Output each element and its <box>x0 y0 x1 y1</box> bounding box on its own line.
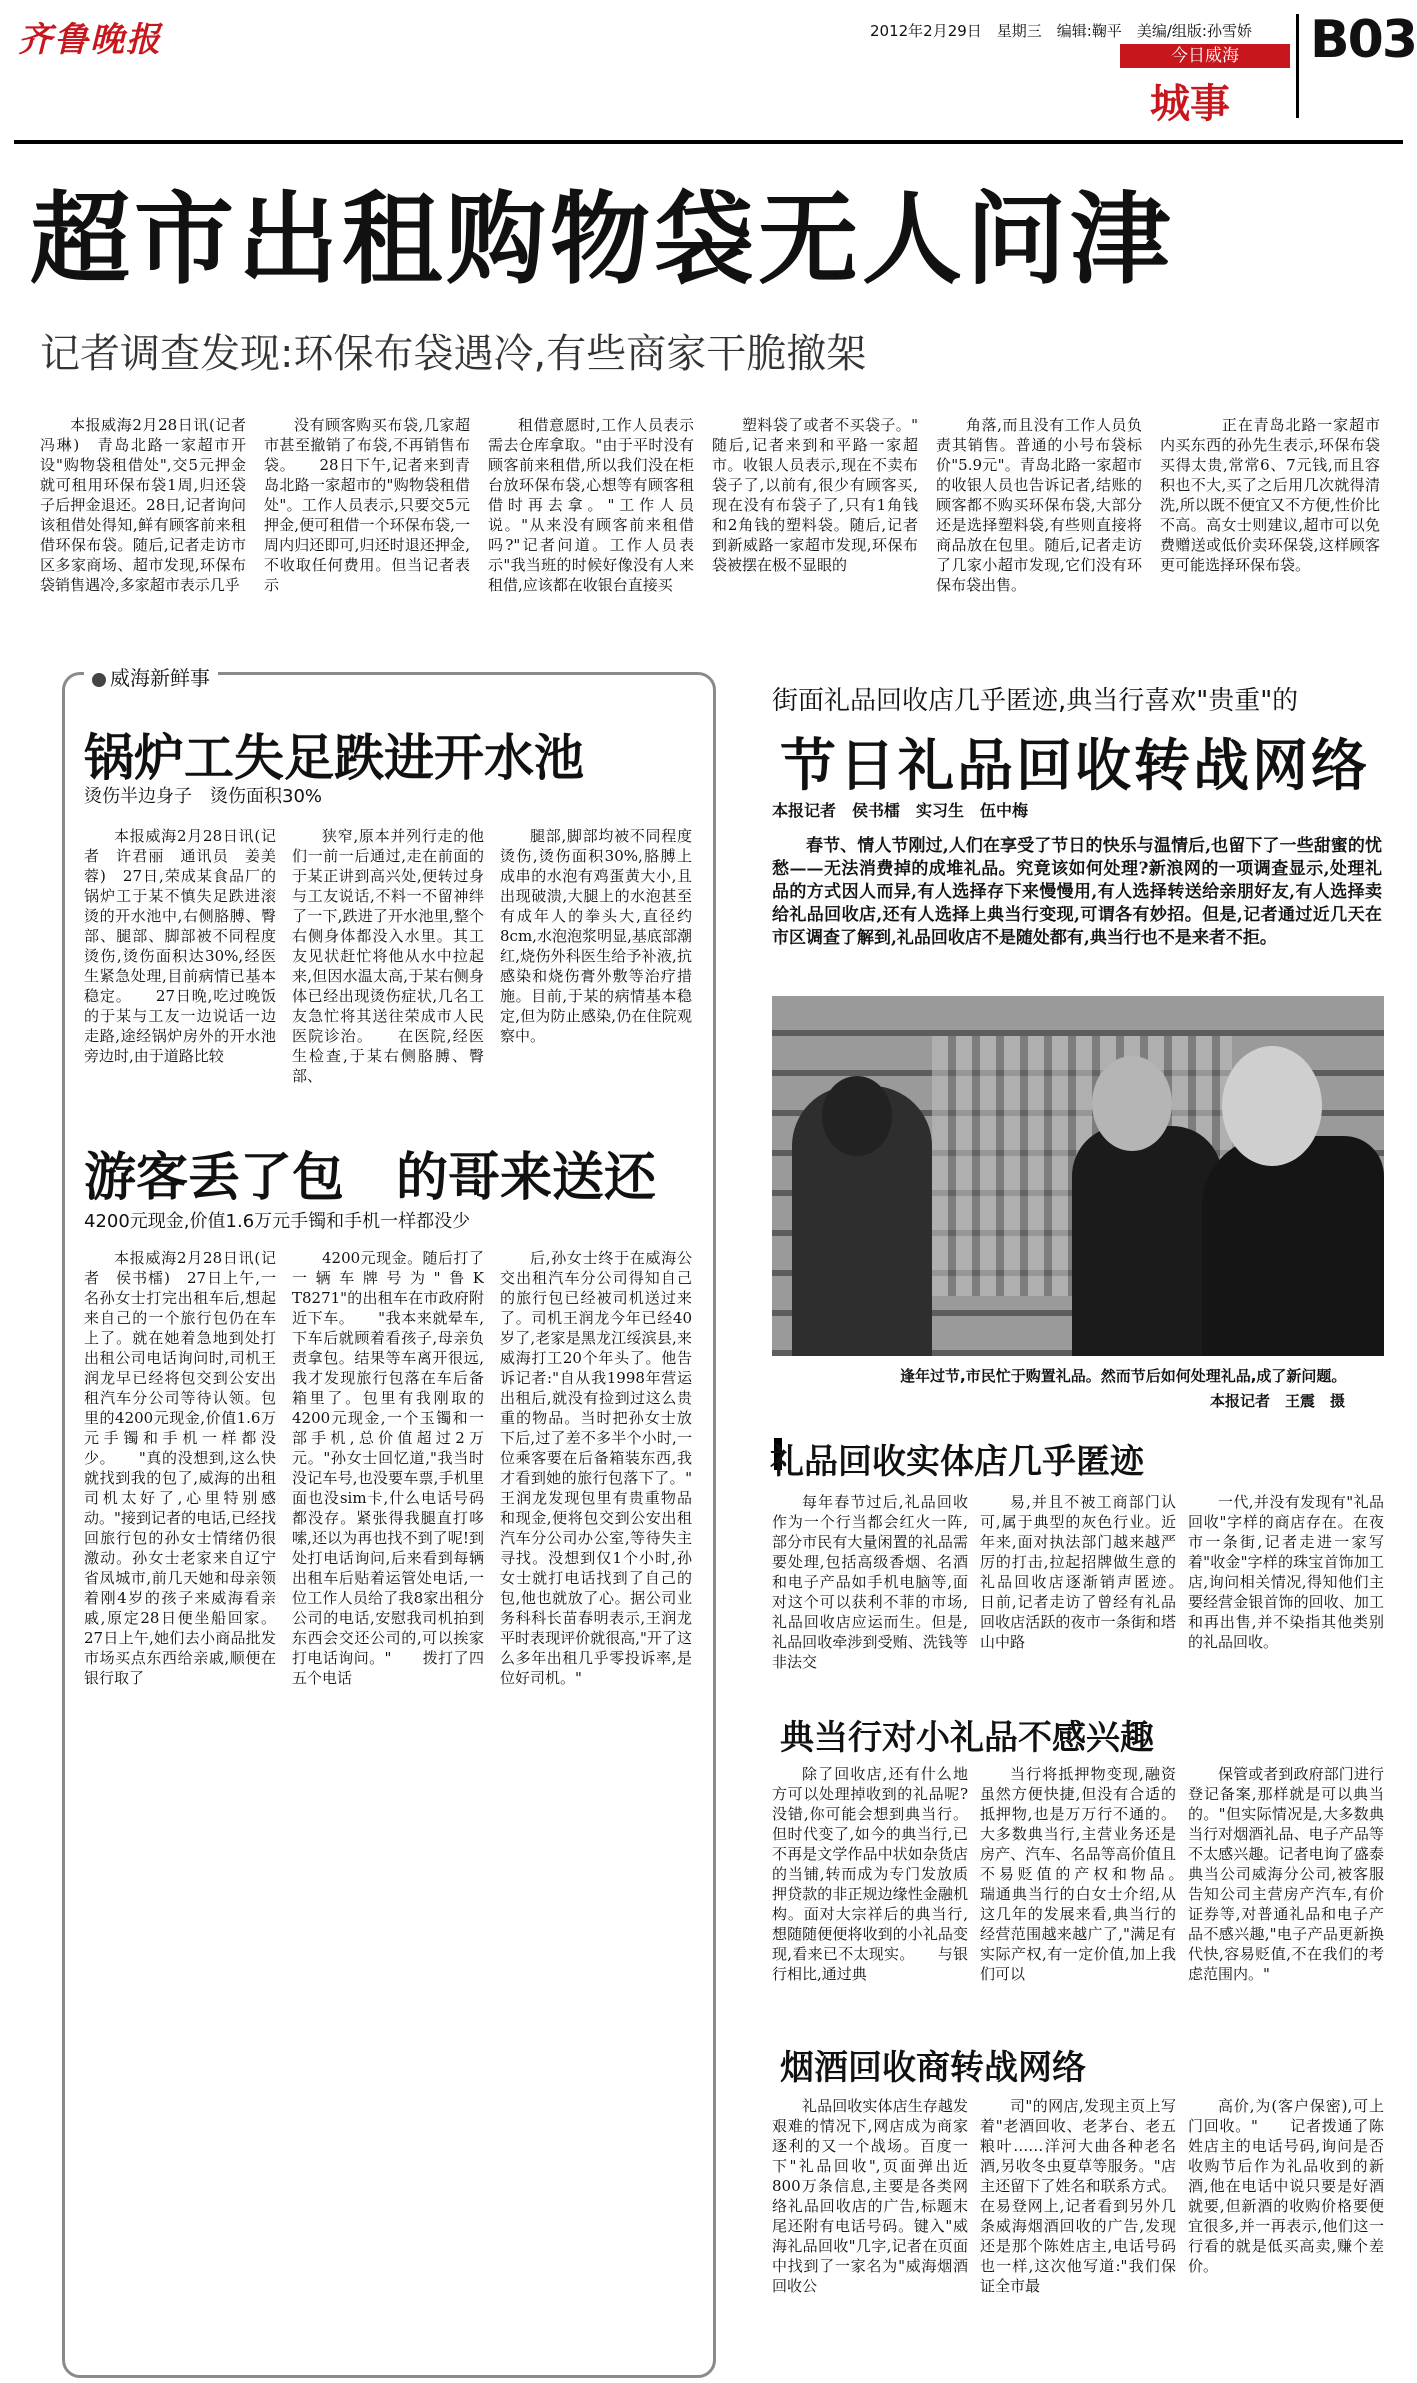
sub2-headline: 典当行对小礼品不感兴趣 <box>780 1718 1154 1758</box>
page-number: B03 <box>1310 10 1416 70</box>
lead-headline: 超市出租购物袋无人问津 <box>30 181 1174 298</box>
sub1-headline: 礼品回收实体店几乎匿迹 <box>770 1442 1144 1482</box>
story1-column-2: 狭窄,原本并列行走的他们一前一后通过,走在前面的于某正讲到高兴处,便转过身与工友说话,不料一不留神绊了一下,跌进了开水池里,整个右侧身体都没入水里。其工友见状赶忙将他从水中拉起来,但因水温太高,于某右侧身体已经出现烫伤症状,几名工友急忙将其送往荣成市人民医院诊治。 在医院,经医生检查,于某右侧胳膊、臀部、 <box>292 827 484 1085</box>
lead-column-4: 塑料袋了或者不买袋子。" 随后,记者来到和平路一家超市。收银人员表示,现在不卖布袋子了,以前有,很少有顾客买,现在没有布袋子了,只有1角钱和2角钱的塑料袋。随后,记者到新威路一家超市发现,环保布袋被摆在极不显眼的 <box>712 416 918 574</box>
sub2-column-2: 当行将抵押物变现,融资虽然方便快捷,但没有合适的抵押物,也是万万行不通的。大多数典当行,主营业务还是房产、汽车、名品等高价值且不易贬值的产权和物品。 瑞通典当行的白女士介绍,从这几年的发展来看,典当行的经营范围越来越广了,"满足有实际产权,有一定价值,加上我们可以 <box>980 1765 1176 1983</box>
photo-credit: 本报记者 王震 摄 <box>1210 1392 1346 1410</box>
news-box-label-text: 威海新鲜事 <box>110 666 210 690</box>
header-rule <box>14 140 1403 144</box>
photo-caption: 逢年过节,市民忙于购置礼品。然而节后如何处理礼品,成了新问题。 <box>900 1367 1347 1385</box>
section-tag: 今日威海 <box>1120 44 1290 68</box>
photo-person-center-head <box>1092 1056 1172 1151</box>
right-byline: 本报记者 侯书檑 实习生 伍中梅 <box>772 801 1029 820</box>
masthead: 齐鲁晚报 <box>18 20 162 60</box>
sub3-column-2: 司"的网店,发现主页上写着"老酒回收、老茅台、老五粮叶……洋河大曲各种老名酒,另收冬虫夏草等服务。"店主还留下了姓名和联系方式。在易登网上,记者看到另外几条威海烟酒回收的广告,发现还是那个陈姓店主,电话号码也一样,这次他写道:"我们保证全市最 <box>980 2097 1176 2295</box>
news-photo <box>772 996 1384 1356</box>
right-kicker: 街面礼品回收店几乎匿迹,典当行喜欢"贵重"的 <box>772 686 1299 716</box>
lead-column-6: 正在青岛北路一家超市内买东西的孙先生表示,环保布袋买得太贵,常常6、7元钱,而且容积也不大,买了之后用几次就得清洗,所以既不便宜又不方便,性价比不高。高女士则建议,超市可以免费赠送或低价卖环保袋,这样顾客更可能选择环保布袋。 <box>1160 416 1380 574</box>
sub1-column-2: 易,并且不被工商部门认可,属于典型的灰色行业。近年来,面对执法部门越来越严厉的打击,拉起招牌做生意的礼品回收店逐渐销声匿迹。 日前,记者走访了曾经有礼品回收店活跃的夜市一条街和塔山中路 <box>980 1493 1176 1651</box>
right-intro: 春节、情人节刚过,人们在享受了节日的快乐与温情后,也留下了一些甜蜜的忧愁——无法消费掉的成堆礼品。究竟该如何处理?新浪网的一项调查显示,处理礼品的方式因人而异,有人选择存下来慢慢用,有人选择转送给亲朋好友,有人选择卖给礼品回收店,还有人选择上典当行变现,可谓各有妙招。但是,记者通过近几天在市区调查了解到,礼品回收店不是随处都有,典当行也不是来者不拒。 <box>772 836 1382 948</box>
right-headline: 节日礼品回收转战网络 <box>780 734 1370 799</box>
sub3-column-1: 礼品回收实体店生存越发艰难的情况下,网店成为商家逐利的又一个战场。百度一下"礼品回收",页面弹出近800万条信息,主要是各类网络礼品回收店的广告,标题末尾还附有电话号码。键入"威海礼品回收"几字,记者在页面中找到了一家名为"威海烟酒回收公 <box>772 2097 968 2295</box>
story1-column-3: 腿部,脚部均被不同程度烫伤,烫伤面积30%,胳膊上成串的水泡有鸡蛋黄大小,且出现破溃,大腿上的水泡甚至有成年人的拳头大,直径约8cm,水泡泡浆明显,基底部潮红,烧伤外科医生给予补液,抗感染和烧伤膏外敷等治疗措施。目前,于某的病情基本稳定,但为防止感染,仍在住院观察中。 <box>500 827 692 1045</box>
photo-person-left-head <box>822 1076 892 1156</box>
sub3-headline: 烟酒回收商转战网络 <box>780 2048 1086 2088</box>
photo-person-right <box>1202 1136 1384 1356</box>
lead-column-5: 角落,而且没有工作人员负责其销售。普通的小号布袋标价"5.9元"。青岛北路一家超市的收银人员也告诉记者,结账的顾客都不购买环保布袋,大部分还是选择塑料袋,有些则直接将商品放在包里。随后,记者走访了几家小超市发现,它们没有环保布袋出售。 <box>936 416 1142 594</box>
sub1-column-3: 一代,并没有发现有"礼品回收"字样的商店存在。在夜市一条街,记者走进一家写着"收金"字样的珠宝首饰加工店,询问相关情况,得知他们主要经营金银首饰的回收、加工和再出售,并不染指其他类别的礼品回收。 <box>1188 1493 1384 1651</box>
sub2-column-3: 保管或者到政府部门进行登记备案,那样就是可以典当的。"但实际情况是,大多数典当行对烟酒礼品、电子产品等不太感兴趣。记者电询了盛泰典当公司威海分公司,被客服告知公司主营房产汽车,有价证券等,对普通礼品和电子产品不感兴趣,"电子产品更新换代快,容易贬值,不在我们的考虑范围内。" <box>1188 1765 1384 1983</box>
story1-headline: 锅炉工失足跌进开水池 <box>84 729 584 787</box>
sub3-column-3: 高价,为(客户保密),可上门回收。" 记者拨通了陈姓店主的电话号码,询问是否收购节后作为礼品收到的新酒,他在电话中说只要是好酒就要,但新酒的收购价格要便宜很多,并一再表示,他们这一行看的就是低买高卖,赚个差价。 <box>1188 2097 1384 2275</box>
story2-subhead: 4200元现金,价值1.6万元手镯和手机一样都没少 <box>84 1211 471 1232</box>
lead-subhead: 记者调查发现:环保布袋遇冷,有些商家干脆撤架 <box>40 331 867 377</box>
story1-subhead: 烫伤半边身子 烫伤面积30% <box>84 786 323 807</box>
story2-column-2: 4200元现金。随后打了一辆车牌号为"鲁K T8271"的出租车在市政府附近下车。 "我本来就晕车,下车后就顾着看孩子,母亲负责拿包。结果等车离开很远,我才发现旅行包落在车后备箱里了。包里有我刚取的4200元现金,一个玉镯和一部手机,总价值超过2万元。"孙女士回忆道,"我当时没记车号,也没要车票,手机里面也没sim卡,什么电话号码都没存。紧张得我腿直打哆嗦,还以为再也找不到了呢!到处打电话询问,后来看到每辆出租车后贴着运管处电话,一位工作人员给了我8家出租分公司的电话,安慰我司机拍到东西会交还公司的,可以挨家打电话询问。" 拨打了四五个电话 <box>292 1249 484 1687</box>
story2-column-1: 本报威海2月28日讯(记者 侯书檑) 27日上午,一名孙女士打完出租车后,想起来自己的一个旅行包仍在车上了。就在她着急地到处打出租公司电话询问时,司机王润龙早已经将包交到公安出租汽车分公司等待认领。包里的4200元现金,价值1.6万元手镯和手机一样都没少。 "真的没想到,这么快就找到我的包了,威海的出租司机太好了,心里特别感动。"接到记者的电话,已经找回旅行包的孙女士情绪仍很激动。孙女士老家来自辽宁省凤城市,前几天她和母亲领着刚4岁的孩子来威海看亲戚,原定28日便坐船回家。27日上午,她们去小商品批发市场买点东西给亲戚,顺便在银行取了 <box>84 1249 276 1687</box>
sub2-column-1: 除了回收店,还有什么地方可以处理掉收到的礼品呢?没错,你可能会想到典当行。但时代变了,如今的典当行,已不再是文学作品中状如杂货店的当铺,转而成为专门发放质押贷款的非正规边缘性金融机构。面对大宗祥后的典当行,想随随便便将收到的小礼品变现,看来已不太现实。 与银行相比,通过典 <box>772 1765 968 1983</box>
story2-headline: 游客丢了包 的哥来送还 <box>84 1148 657 1208</box>
lead-column-3: 租借意愿时,工作人员表示需去仓库拿取。"由于平时没有顾客前来租借,所以我们没在柜台放环保布袋,心想等有顾客租借时再去拿。"工作人员说。"从来没有顾客前来租借吗?"记者问道。工作人员表示"我当班的时候好像没有人来租借,应该都在收银台直接买 <box>488 416 694 594</box>
date-line: 2012年2月29日 星期三 编辑:鞠平 美编/组版:孙雪娇 <box>870 22 1252 40</box>
lead-column-2: 没有顾客购买布袋,几家超市甚至撤销了布袋,不再销售布袋。 28日下午,记者来到青岛北路一家超市的"购物袋租借处"。工作人员表示,只要交5元押金,便可租借一个环保布袋,一周内归还即可,归还时退还押金,不收取任何费用。但当记者表示 <box>264 416 470 594</box>
story1-column-1: 本报威海2月28日讯(记者 许君丽 通讯员 姜美蓉) 27日,荣成某食品厂的锅炉工于某不慎失足跌进滚烫的开水池中,右侧胳膊、臀部、腿部、脚部被不同程度烫伤,烫伤面积达30%,经医生紧急处理,目前病情已基本稳定。 27日晚,吃过晚饭的于某与工友一边说话一边走路,途经锅炉房外的开水池旁边时,由于道路比较 <box>84 827 276 1065</box>
photo-person-right-head <box>1222 1046 1322 1166</box>
lead-column-1: 本报威海2月28日讯(记者 冯琳) 青岛北路一家超市开设"购物袋租借处",交5元押金就可租用环保布袋1周,归还袋子后押金退还。28日,记者询问该租借处得知,鲜有顾客前来租借环保布袋。随后,记者走访市区多家商场、超市发现,环保布袋销售遇冷,多家超市表示几乎 <box>40 416 246 594</box>
news-box-label <box>84 662 218 691</box>
section-name: 城事 <box>1150 81 1230 127</box>
circle-bullet-icon <box>92 673 106 687</box>
story2-column-3: 后,孙女士终于在威海公交出租汽车分公司得知自己的旅行包已经被司机送过来了。司机王润龙今年已经40岁了,老家是黑龙江绥滨县,来威海打工20个年头了。他告诉记者:"自从我1998年营运出租后,就没有捡到过这么贵重的物品。当时把孙女士放下后,过了差不多半个小时,一位乘客要在后备箱装东西,我才看到她的旅行包落下了。" 王润龙发现包里有贵重物品和现金,便将包交到公安出租汽车分公司办公室,等待失主寻找。没想到仅1个小时,孙女士就打电话找到了自己的包,他也就放了心。据公司业务科科长苗春明表示,王润龙平时表现评价就很高,"开了这么多年出租几乎零投诉率,是位好司机。" <box>500 1249 692 1687</box>
sub1-column-1: 每年春节过后,礼品回收作为一个行当都会红火一阵,部分市民有大量闲置的礼品需要处理,包括高级香烟、名酒和电子产品如手机电脑等,面对这个可以获利不菲的市场,礼品回收店应运而生。但是,礼品回收牵涉到受贿、洗钱等非法交 <box>772 1493 968 1671</box>
photo-person-center <box>1072 1126 1222 1356</box>
header-divider-vertical <box>1296 14 1299 118</box>
